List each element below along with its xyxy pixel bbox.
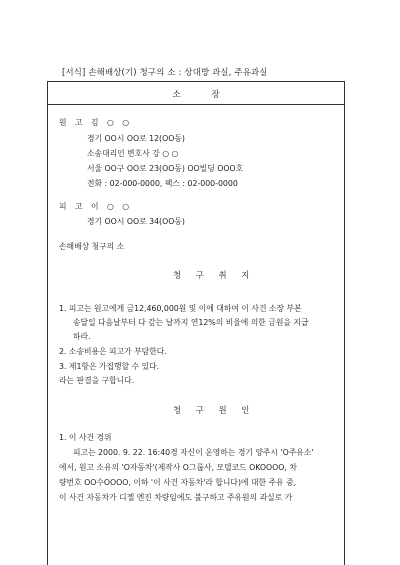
plaintiff-address: 경기 OO시 OO로 12(OO동) [87, 134, 185, 143]
claim-item-3: 3. 제1항은 가집행할 수 있다. [59, 362, 160, 371]
reason-line-2: 에서, 원고 소유의 'O자동차'(제작사 O그룹사, 모델코드 OKOOOO, 차 [59, 463, 297, 472]
document-header [48, 82, 344, 105]
reason-line-1: 피고는 2000. 9. 22. 16:40경 자신이 운영하는 경기 양주시 'O주유소' [73, 448, 314, 457]
claim-item-1-line-2: 송달일 다음날부터 다 갚는 날까지 연12%의 비율에 의한 금원을 지급 [73, 318, 309, 327]
form-caption: [서식] 손해배상(기) 청구의 소 : 상대방 과실, 주유과실 [62, 67, 268, 77]
reason-line-3: 량번호 OO수OOOO, 이하 '이 사건 자동차'라 합니다)에 대한 주유 중, [59, 478, 297, 487]
reason-line-4: 이 사건 자동차가 디젤 엔진 차량임에도 불구하고 주유원의 과실로 가 [59, 493, 293, 502]
document-title: 소 장 [172, 90, 220, 100]
claim-closing: 라는 판결을 구합니다. [59, 376, 135, 385]
claim-item-1-line-1: 1. 피고는 원고에게 금12,460,000원 및 이에 대하여 이 사건 소장 부본 [59, 304, 302, 313]
claim-item-2: 2. 소송비용은 피고가 부담한다. [59, 347, 167, 356]
attorney-phone-fax: 전화 : 02-000-0000, 팩스 : 02-000-0000 [87, 179, 238, 188]
plaintiff-attorney: 소송대리인 변호사 강 ○ ○ [87, 149, 179, 158]
defendant-label: 피 고 이 ○ ○ [59, 202, 133, 211]
reason-subheading: 1. 이 사건 경위 [59, 433, 112, 442]
claim-reason-heading: 청 구 원 인 [173, 405, 256, 415]
complaint-document [47, 81, 345, 565]
plaintiff-label: 원 고 김 ○ ○ [59, 118, 133, 127]
claim-item-1-line-3: 하라. [73, 332, 91, 341]
attorney-address: 서울 OO구 OO로 23(OO동) OO빌딩 OOO호 [87, 164, 244, 173]
claim-purpose-heading: 청 구 취 지 [173, 270, 256, 280]
defendant-address: 경기 OO시 OO로 34(OO동) [87, 217, 185, 226]
case-title: 손해배상 청구의 소 [59, 242, 125, 251]
